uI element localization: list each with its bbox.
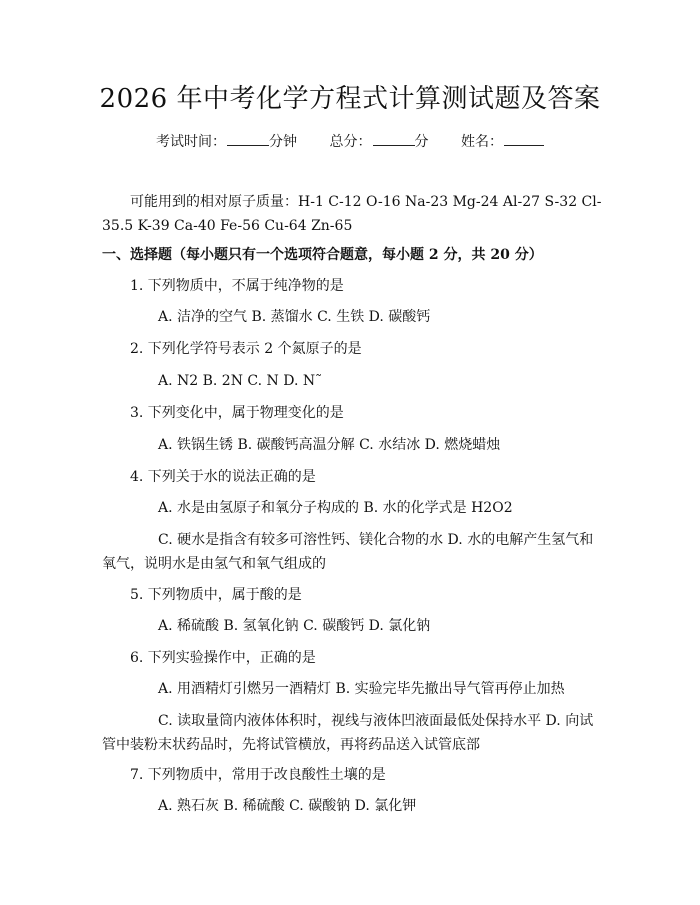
question-options: A. 铁锅生锈 B. 碳酸钙高温分解 C. 水结冰 D. 燃烧蜡烛 xyxy=(158,437,501,453)
page-title: 2026 年中考化学方程式计算测试题及答案 xyxy=(99,84,601,114)
question-stem: 3. 下列变化中，属于物理变化的是 xyxy=(130,405,344,421)
total-score-unit: 分 xyxy=(414,134,429,150)
question-stem: 1. 下列物质中，不属于纯净物的是 xyxy=(130,278,344,294)
exam-time-unit: 分钟 xyxy=(269,134,298,150)
student-name-blank[interactable] xyxy=(504,133,544,146)
question-options: A. 用酒精灯引燃另一酒精灯 B. 实验完毕先撤出导气管再停止加热 xyxy=(158,681,565,697)
question-options-continued: C. 硬水是指含有较多可溶性钙、镁化合物的水 D. 水的电解产生氢气和氧气，说明水是由氢气和氧气组成的 xyxy=(102,532,594,572)
question-options-continued: C. 读取量筒内液体体积时，视线与液体凹液面最低处保持水平 D. 向试管中装粉末状药品时，先将试管横放，再将药品送入试管底部 xyxy=(102,713,594,753)
section-heading-choice: 一、选择题（每小题只有一个选项符合题意，每小题 2 分，共 20 分） xyxy=(102,247,543,263)
student-name-field xyxy=(461,132,544,152)
question-options: A. 熟石灰 B. 稀硫酸 C. 碳酸钠 D. 氯化钾 xyxy=(158,798,417,814)
exam-time-blank[interactable] xyxy=(227,133,269,146)
total-score-blank[interactable] xyxy=(373,133,415,146)
exam-meta-line xyxy=(0,132,700,152)
question-stem: 5. 下列物质中，属于酸的是 xyxy=(130,587,302,603)
question-options: A. 水是由氢原子和氧分子构成的 B. 水的化学式是 H2O2 xyxy=(158,500,513,516)
total-score-field xyxy=(330,132,429,152)
question-stem: 7. 下列物质中，常用于改良酸性土壤的是 xyxy=(130,767,386,783)
question-stem: 2. 下列化学符号表示 2 个氮原子的是 xyxy=(130,341,362,357)
atomic-mass-note: 可能用到的相对原子质量：H-1 C-12 O-16 Na-23 Mg-24 Al-27 S-32 Cl-35.5 K-39 Ca-40 Fe-56 Cu-64 Zn-65 xyxy=(102,194,602,234)
question-options: A. 稀硫酸 B. 氢氧化钠 C. 碳酸钙 D. 氯化钠 xyxy=(158,618,431,634)
question-stem: 6. 下列实验操作中，正确的是 xyxy=(130,650,316,666)
student-name-label: 姓名： xyxy=(460,134,503,150)
exam-time-field xyxy=(156,132,297,152)
exam-time-label: 考试时间： xyxy=(156,134,227,150)
total-score-label: 总分： xyxy=(329,134,372,150)
question-options: A. 洁净的空气 B. 蒸馏水 C. 生铁 D. 碳酸钙 xyxy=(158,309,431,325)
question-options: A. N2 B. 2N C. N D. N˜ xyxy=(158,373,323,389)
question-stem: 4. 下列关于水的说法正确的是 xyxy=(130,469,316,485)
